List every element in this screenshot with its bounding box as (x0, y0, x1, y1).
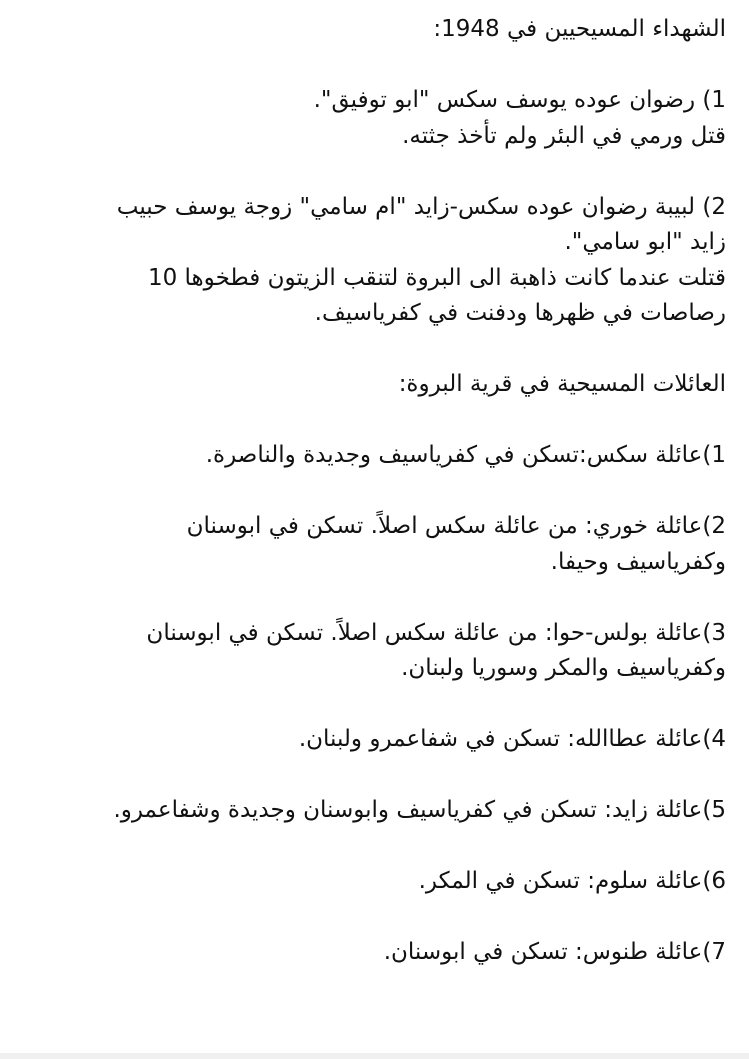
family-4-line-1: 4)عائلة عطاالله: تسكن في شفاعمرو ولبنان. (298, 726, 726, 752)
spacer (34, 48, 726, 84)
family-entry-7 (34, 935, 726, 971)
family-entry-6 (34, 864, 726, 900)
family-entry-3 (34, 616, 726, 687)
bottom-edge-strip (0, 1053, 749, 1059)
spacer (34, 474, 726, 510)
family-entry-1 (34, 438, 726, 474)
family-2-line-1: 2)عائلة خوري: من عائلة سكس اصلاً. تسكن في ابوسنان (186, 513, 726, 539)
families-heading: العائلات المسيحية في قرية البروة: (398, 371, 726, 397)
martyr-entry-2 (34, 190, 726, 332)
spacer (34, 687, 726, 723)
family-7-line-1: 7)عائلة طنوس: تسكن في ابوسنان. (383, 939, 726, 965)
martyr-1-line-2: قتل ورمي في البئر ولم تأخذ جثته. (402, 122, 726, 149)
martyr-2-line-1: 2) لبيبة رضوان عوده سكس-زايد "ام سامي" زوجة يوسف حبيب (116, 193, 726, 220)
spacer (34, 758, 726, 794)
document-title: الشهداء المسيحيين في 1948: (433, 16, 726, 42)
spacer (34, 403, 726, 439)
martyr-2-line-3: قتلت عندما كانت ذاهبة الى البروة لتنقب الزيتون فطخوها 10 (147, 264, 726, 291)
family-1-line-1: 1)عائلة سكس:تسكن في كفرياسيف وجديدة والناصرة. (205, 442, 726, 468)
martyr-1-line-1: 1) رضوان عوده يوسف سكس "ابو توفيق". (313, 87, 726, 113)
family-2-line-2: وكفرياسيف وحيفا. (550, 548, 726, 575)
family-entry-5 (34, 793, 726, 829)
spacer (34, 154, 726, 190)
martyr-2-line-2: زايد "ابو سامي". (564, 229, 726, 255)
family-3-line-1: 3)عائلة بولس-حوا: من عائلة سكس اصلاً. تسكن في ابوسنان (146, 619, 726, 646)
spacer (34, 580, 726, 616)
family-entry-2 (34, 509, 726, 580)
family-3-line-2: وكفرياسيف والمكر وسوريا ولبنان. (401, 655, 726, 681)
martyr-entry-1 (34, 83, 726, 154)
family-6-line-1: 6)عائلة سلوم: تسكن في المكر. (418, 868, 726, 894)
spacer (34, 900, 726, 936)
family-5-line-1: 5)عائلة زايد: تسكن في كفرياسيف وابوسنان وجديدة وشفاعمرو. (113, 797, 726, 823)
family-entry-4 (34, 722, 726, 758)
spacer (34, 829, 726, 865)
martyr-2-line-4: رصاصات في ظهرها ودفنت في كفرياسيف. (314, 300, 726, 326)
spacer (34, 332, 726, 368)
